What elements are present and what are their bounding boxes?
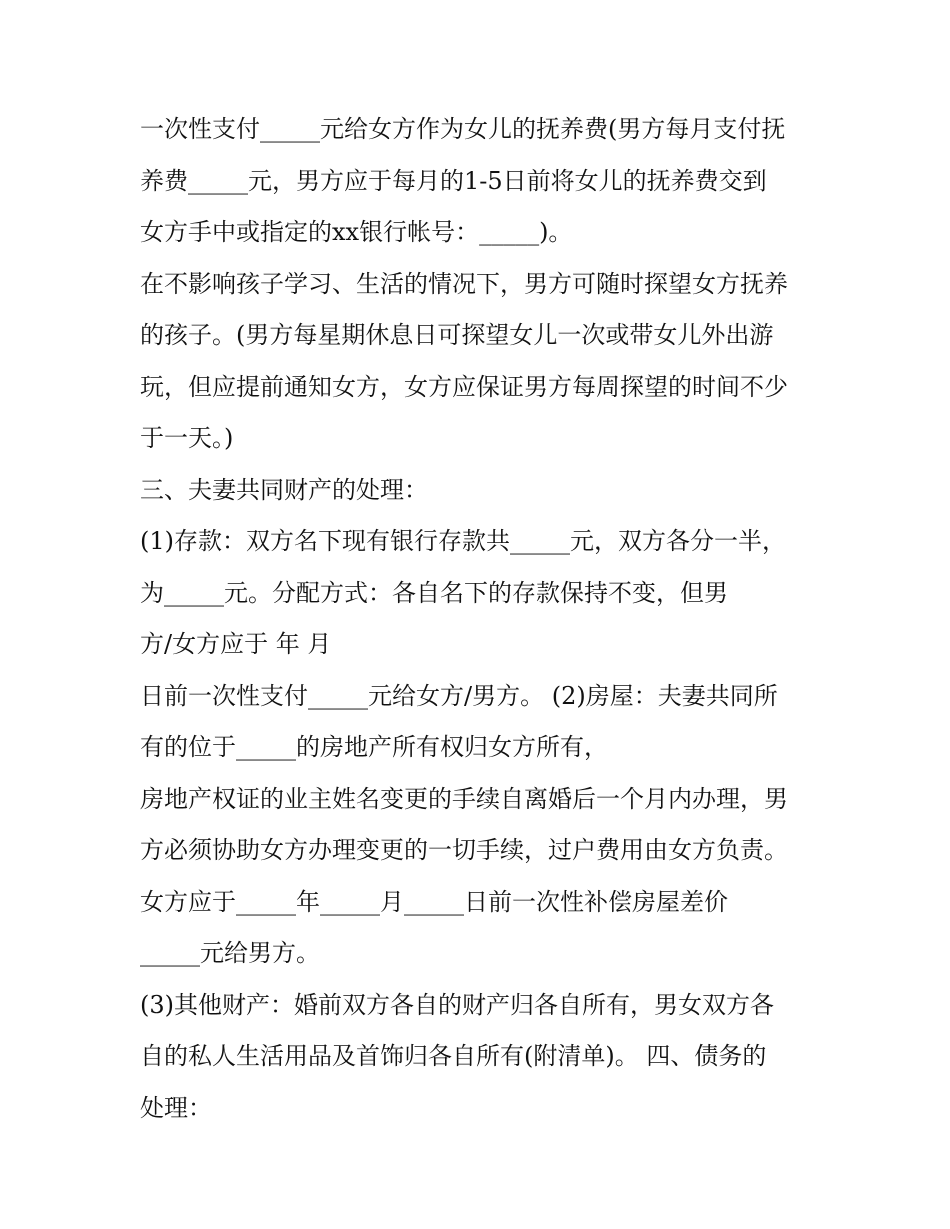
text-line: 女方手中或指定的xx银行帐号：_____)。 <box>140 218 573 246</box>
text-line: 自的私人生活用品及首饰归各自所有(附清单)。 四、债务的 <box>140 1042 767 1070</box>
text-line: 在不影响孩子学习、生活的情况下，男方可随时探望女方抚养 <box>140 269 788 298</box>
text-line: 养费_____元，男方应于每月的1-5日前将女儿的抚养费交到 <box>140 166 767 195</box>
text-line: 日前一次性支付_____元给女方/男方。 (2)房屋：夫妻共同所 <box>140 681 778 710</box>
text-line: 为_____元。分配方式：各自名下的存款保持不变，但男 <box>140 578 728 607</box>
section-heading: 三、夫妻共同财产的处理： <box>140 475 428 504</box>
text-line: 房地产权证的业主姓名变更的手续自离婚后一个月内办理，男 <box>140 784 788 813</box>
text-line: _____元给男方。 <box>140 939 320 967</box>
text-line: 于一天。) <box>140 424 234 452</box>
text-line: 玩，但应提前通知女方，女方应保证男方每周探望的时间不少 <box>140 372 788 401</box>
text-line: 女方应于_____年_____月_____日前一次性补偿房屋差价 <box>140 887 728 916</box>
document-body <box>140 104 830 1134</box>
text-line: (3)其他财产：婚前双方各自的财产归各自所有，男女双方各 <box>140 990 774 1019</box>
text-line: 处理： <box>140 1093 212 1122</box>
text-line: (1)存款：双方名下现有银行存款共_____元，双方各分一半， <box>140 527 786 555</box>
text-line: 的孩子。(男方每星期休息日可探望女儿一次或带女儿外出游 <box>140 321 774 349</box>
text-line: 方必须协助女方办理变更的一切手续，过户费用由女方负责。 <box>140 836 788 864</box>
text-line: 方/女方应于 年 月 <box>140 630 332 658</box>
text-line: 有的位于_____的房地产所有权归女方所有， <box>140 733 608 761</box>
text-line: 一次性支付_____元给女方作为女儿的抚养费(男方每月支付抚 <box>140 115 786 143</box>
